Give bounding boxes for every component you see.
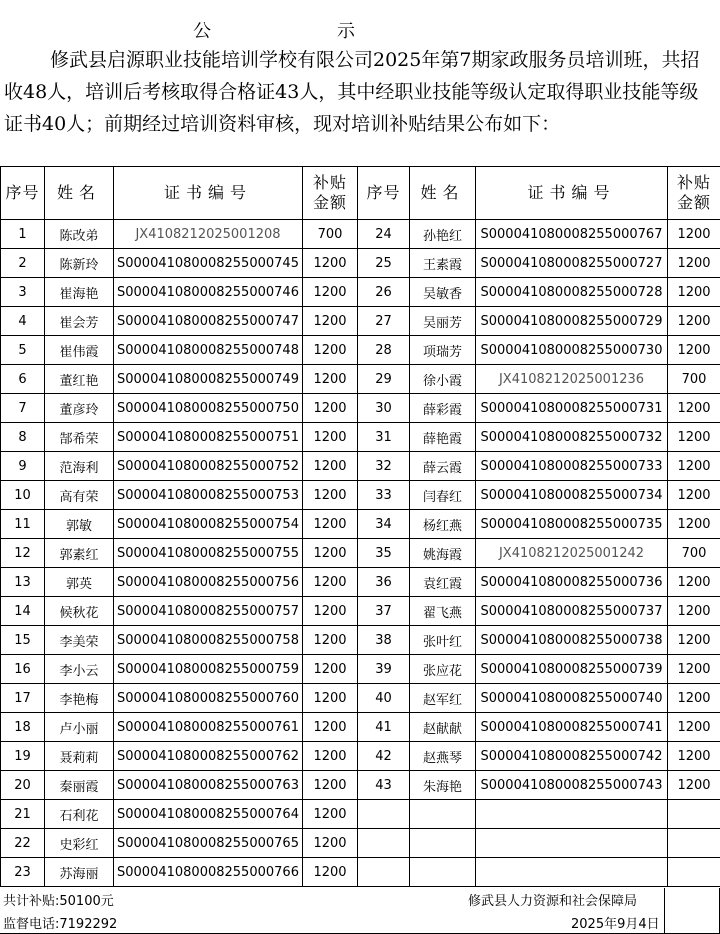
rows_left-amount-cell: 1200: [303, 365, 358, 394]
rows_left-name-cell: 陈改弟: [45, 220, 114, 249]
rows_right-name-cell: 薛云霞: [410, 452, 476, 481]
rows_right-name-cell: 袁红霞: [410, 568, 476, 597]
rows_right-seq-cell: 28: [358, 336, 410, 365]
rows_left-cert-cell: S000041080008255000756: [114, 568, 303, 597]
rows_right-amount-cell: 700: [668, 365, 720, 394]
rows_right-seq-cell: 29: [358, 365, 410, 394]
table-header-row: [1, 167, 720, 220]
rows_right-cert-cell: S000041080008255000728: [476, 278, 668, 307]
rows_left-cert-cell: S000041080008255000762: [114, 742, 303, 771]
rows_left-amount-cell: 1200: [303, 626, 358, 655]
table-row: [1, 568, 720, 597]
rows_right-name-cell: 杨红燕: [410, 510, 476, 539]
rows_left-cert-cell: S000041080008255000751: [114, 423, 303, 452]
rows_left-amount-cell: 1200: [303, 307, 358, 336]
rows_left-name-cell: 范海利: [45, 452, 114, 481]
rows_left-name-cell: 崔会芳: [45, 307, 114, 336]
rows_left-seq-cell: 5: [1, 336, 45, 365]
header-subsidy-right: 补贴金额: [668, 167, 720, 220]
rows_right-seq-cell: [358, 829, 410, 858]
rows_left-seq-cell: 17: [1, 684, 45, 713]
rows_left-amount-cell: 1200: [303, 249, 358, 278]
rows_left-amount-cell: 1200: [303, 829, 358, 858]
rows_right-seq-cell: 35: [358, 539, 410, 568]
rows_left-name-cell: 卢小丽: [45, 713, 114, 742]
rows_left-cert-cell: S000041080008255000760: [114, 684, 303, 713]
table-row: [1, 510, 720, 539]
table-row: [1, 713, 720, 742]
rows_left-seq-cell: 2: [1, 249, 45, 278]
rows_left-seq-cell: 6: [1, 365, 45, 394]
header-subsidy: 补贴金额: [303, 167, 358, 220]
rows_right-amount-cell: 1200: [668, 278, 720, 307]
rows_right-cert-cell: S000041080008255000737: [476, 597, 668, 626]
rows_left-seq-cell: 3: [1, 278, 45, 307]
rows_right-amount-cell: 1200: [668, 568, 720, 597]
rows_right-amount-cell: 1200: [668, 452, 720, 481]
rows_left-seq-cell: 16: [1, 655, 45, 684]
rows_right-seq-cell: 34: [358, 510, 410, 539]
total-subsidy: 共计补贴:50100元: [3, 890, 114, 909]
rows_left-cert-cell: S000041080008255000755: [114, 539, 303, 568]
notice-date: 2025年9月4日: [571, 913, 660, 932]
table-row: [1, 771, 720, 800]
rows_right-seq-cell: 37: [358, 597, 410, 626]
rows_right-amount-cell: [668, 800, 720, 829]
rows_left-amount-cell: 1200: [303, 655, 358, 684]
rows_left-seq-cell: 9: [1, 452, 45, 481]
rows_right-seq-cell: 33: [358, 481, 410, 510]
rows_right-cert-cell: S000041080008255000742: [476, 742, 668, 771]
supervision-phone: 监督电话:7192292: [3, 913, 117, 932]
header-seq-right: 序号: [358, 167, 410, 220]
rows_left-name-cell: 郜希荣: [45, 423, 114, 452]
rows_left-name-cell: 董彦玲: [45, 394, 114, 423]
rows_right-cert-cell: S000041080008255000731: [476, 394, 668, 423]
rows_right-name-cell: 王素霞: [410, 249, 476, 278]
rows_left-cert-cell: S000041080008255000745: [114, 249, 303, 278]
rows_right-amount-cell: 1200: [668, 307, 720, 336]
rows_left-cert-cell: S000041080008255000761: [114, 713, 303, 742]
rows_left-amount-cell: 1200: [303, 771, 358, 800]
rows_right-name-cell: 薛艳霞: [410, 423, 476, 452]
rows_left-seq-cell: 21: [1, 800, 45, 829]
rows_right-cert-cell: [476, 800, 668, 829]
rows_right-name-cell: 姚海霞: [410, 539, 476, 568]
rows_right-amount-cell: 1200: [668, 481, 720, 510]
subsidy-table: [0, 166, 720, 887]
rows_right-amount-cell: 1200: [668, 713, 720, 742]
rows_right-cert-cell: S000041080008255000730: [476, 336, 668, 365]
notice-paragraph: 修武县启源职业技能培训学校有限公司2025年第7期家政服务员培训班，共招收48人，培训后考核取得合格证43人，其中经职业技能等级认定取得职业技能等级证书40人；前期经过培训资料审核，现对培训补贴结果公布如下：: [4, 44, 716, 140]
rows_right-name-cell: 项瑞芳: [410, 336, 476, 365]
rows_right-cert-cell: S000041080008255000732: [476, 423, 668, 452]
rows_left-amount-cell: 1200: [303, 481, 358, 510]
rows_left-name-cell: 李美荣: [45, 626, 114, 655]
rows_left-amount-cell: 1200: [303, 539, 358, 568]
rows_right-cert-cell: JX4108212025001236: [476, 365, 668, 394]
header-cert: 证书编号: [114, 167, 303, 220]
rows_left-seq-cell: 11: [1, 510, 45, 539]
rows_right-name-cell: [410, 858, 476, 887]
rows_right-seq-cell: 27: [358, 307, 410, 336]
rows_right-amount-cell: 1200: [668, 510, 720, 539]
rows_right-name-cell: 翟飞燕: [410, 597, 476, 626]
rows_right-cert-cell: S000041080008255000741: [476, 713, 668, 742]
rows_left-seq-cell: 23: [1, 858, 45, 887]
rows_left-name-cell: 石利花: [45, 800, 114, 829]
rows_left-seq-cell: 20: [1, 771, 45, 800]
rows_left-cert-cell: S000041080008255000765: [114, 829, 303, 858]
rows_right-name-cell: [410, 829, 476, 858]
rows_right-amount-cell: 1200: [668, 249, 720, 278]
rows_left-amount-cell: 1200: [303, 684, 358, 713]
table-row: [1, 278, 720, 307]
rows_right-amount-cell: 1200: [668, 423, 720, 452]
table-row: [1, 394, 720, 423]
authority-name: 修武县人力资源和社会保障局: [468, 890, 637, 909]
rows_right-cert-cell: S000041080008255000727: [476, 249, 668, 278]
footer-row-1: [0, 888, 720, 910]
header-seq: 序号: [1, 167, 45, 220]
rows_right-seq-cell: 36: [358, 568, 410, 597]
rows_left-seq-cell: 8: [1, 423, 45, 452]
header-cert-right: 证书编号: [476, 167, 668, 220]
rows_right-amount-cell: 1200: [668, 626, 720, 655]
rows_right-amount-cell: [668, 858, 720, 887]
rows_left-seq-cell: 12: [1, 539, 45, 568]
table-row: [1, 626, 720, 655]
table-row: [1, 829, 720, 858]
rows_right-name-cell: 徐小霞: [410, 365, 476, 394]
table-row: [1, 858, 720, 887]
rows_right-seq-cell: 32: [358, 452, 410, 481]
table-row: [1, 220, 720, 249]
table-row: [1, 249, 720, 278]
rows_right-cert-cell: S000041080008255000734: [476, 481, 668, 510]
rows_left-cert-cell: S000041080008255000750: [114, 394, 303, 423]
rows_left-name-cell: 史彩红: [45, 829, 114, 858]
table-row: [1, 597, 720, 626]
rows_left-cert-cell: S000041080008255000748: [114, 336, 303, 365]
rows_right-name-cell: 吴敏香: [410, 278, 476, 307]
rows_left-seq-cell: 1: [1, 220, 45, 249]
table-row: [1, 307, 720, 336]
table-row: [1, 800, 720, 829]
rows_left-seq-cell: 19: [1, 742, 45, 771]
rows_right-name-cell: 朱海艳: [410, 771, 476, 800]
rows_right-name-cell: 吴丽芳: [410, 307, 476, 336]
rows_right-seq-cell: 41: [358, 713, 410, 742]
rows_left-name-cell: 李艳梅: [45, 684, 114, 713]
rows_left-cert-cell: S000041080008255000749: [114, 365, 303, 394]
rows_left-seq-cell: 4: [1, 307, 45, 336]
rows_left-amount-cell: 1200: [303, 713, 358, 742]
rows_right-name-cell: [410, 800, 476, 829]
rows_right-amount-cell: 1200: [668, 336, 720, 365]
rows_left-cert-cell: S000041080008255000763: [114, 771, 303, 800]
rows_right-name-cell: 孙艳红: [410, 220, 476, 249]
rows_left-cert-cell: S000041080008255000766: [114, 858, 303, 887]
rows_left-amount-cell: 1200: [303, 452, 358, 481]
rows_left-name-cell: 陈新玲: [45, 249, 114, 278]
rows_right-seq-cell: 40: [358, 684, 410, 713]
rows_right-cert-cell: S000041080008255000735: [476, 510, 668, 539]
table-row: [1, 684, 720, 713]
rows_right-amount-cell: 1200: [668, 742, 720, 771]
rows_left-amount-cell: 1200: [303, 800, 358, 829]
rows_left-name-cell: 聂莉莉: [45, 742, 114, 771]
rows_left-name-cell: 秦丽霞: [45, 771, 114, 800]
rows_right-amount-cell: 1200: [668, 655, 720, 684]
rows_left-name-cell: 候秋花: [45, 597, 114, 626]
rows_left-amount-cell: 1200: [303, 742, 358, 771]
rows_right-amount-cell: 1200: [668, 684, 720, 713]
rows_right-seq-cell: 42: [358, 742, 410, 771]
table-row: [1, 423, 720, 452]
rows_left-seq-cell: 14: [1, 597, 45, 626]
rows_right-amount-cell: 1200: [668, 220, 720, 249]
rows_left-cert-cell: S000041080008255000764: [114, 800, 303, 829]
rows_left-amount-cell: 1200: [303, 597, 358, 626]
rows_left-cert-cell: S000041080008255000758: [114, 626, 303, 655]
rows_left-seq-cell: 22: [1, 829, 45, 858]
rows_right-seq-cell: 43: [358, 771, 410, 800]
rows_right-cert-cell: [476, 858, 668, 887]
rows_left-name-cell: 郭敏: [45, 510, 114, 539]
rows_left-cert-cell: JX4108212025001208: [114, 220, 303, 249]
rows_right-seq-cell: 39: [358, 655, 410, 684]
rows_right-name-cell: 闫春红: [410, 481, 476, 510]
rows_right-seq-cell: 31: [358, 423, 410, 452]
rows_left-name-cell: 李小云: [45, 655, 114, 684]
rows_right-cert-cell: JX4108212025001242: [476, 539, 668, 568]
table-row: [1, 655, 720, 684]
rows_right-seq-cell: 30: [358, 394, 410, 423]
table-row: [1, 336, 720, 365]
rows_left-amount-cell: 1200: [303, 394, 358, 423]
rows_left-amount-cell: 1200: [303, 278, 358, 307]
rows_right-name-cell: 赵献献: [410, 713, 476, 742]
rows_right-name-cell: 张叶红: [410, 626, 476, 655]
rows_left-cert-cell: S000041080008255000753: [114, 481, 303, 510]
rows_right-seq-cell: 25: [358, 249, 410, 278]
rows_right-cert-cell: S000041080008255000739: [476, 655, 668, 684]
rows_right-amount-cell: 1200: [668, 597, 720, 626]
rows_right-cert-cell: S000041080008255000736: [476, 568, 668, 597]
rows_right-seq-cell: [358, 800, 410, 829]
rows_right-cert-cell: S000041080008255000733: [476, 452, 668, 481]
table-row: [1, 365, 720, 394]
rows_right-cert-cell: S000041080008255000767: [476, 220, 668, 249]
rows_left-cert-cell: S000041080008255000757: [114, 597, 303, 626]
rows_right-amount-cell: 700: [668, 539, 720, 568]
header-name: 姓名: [45, 167, 114, 220]
rows_left-cert-cell: S000041080008255000752: [114, 452, 303, 481]
rows_right-cert-cell: [476, 829, 668, 858]
table-row: [1, 742, 720, 771]
rows_left-seq-cell: 15: [1, 626, 45, 655]
rows_right-seq-cell: 26: [358, 278, 410, 307]
rows_left-amount-cell: 700: [303, 220, 358, 249]
rows_right-name-cell: 赵军红: [410, 684, 476, 713]
rows_left-amount-cell: 1200: [303, 423, 358, 452]
rows_right-amount-cell: 1200: [668, 394, 720, 423]
page-title: [0, 20, 720, 44]
rows_left-name-cell: 郭素红: [45, 539, 114, 568]
rows_right-cert-cell: S000041080008255000743: [476, 771, 668, 800]
title-char-2: 示: [337, 20, 355, 44]
table-row: [1, 539, 720, 568]
rows_right-seq-cell: 38: [358, 626, 410, 655]
table-row: [1, 481, 720, 510]
rows_left-name-cell: 崔伟霞: [45, 336, 114, 365]
rows_right-amount-cell: 1200: [668, 771, 720, 800]
rows_right-seq-cell: [358, 858, 410, 887]
rows_left-cert-cell: S000041080008255000747: [114, 307, 303, 336]
rows_left-cert-cell: S000041080008255000759: [114, 655, 303, 684]
rows_left-amount-cell: 1200: [303, 336, 358, 365]
title-char-1: 公: [193, 20, 211, 44]
rows_right-name-cell: 薛彩霞: [410, 394, 476, 423]
rows_left-amount-cell: 1200: [303, 568, 358, 597]
footer-row-2: [0, 911, 720, 934]
rows_left-seq-cell: 7: [1, 394, 45, 423]
rows_left-name-cell: 郭英: [45, 568, 114, 597]
header-name-right: 姓名: [410, 167, 476, 220]
rows_left-seq-cell: 10: [1, 481, 45, 510]
rows_right-name-cell: 赵燕琴: [410, 742, 476, 771]
rows_right-amount-cell: [668, 829, 720, 858]
table-row: [1, 452, 720, 481]
rows_right-cert-cell: S000041080008255000740: [476, 684, 668, 713]
rows_left-name-cell: 高有荣: [45, 481, 114, 510]
rows_left-cert-cell: S000041080008255000746: [114, 278, 303, 307]
rows_left-cert-cell: S000041080008255000754: [114, 510, 303, 539]
rows_left-name-cell: 董红艳: [45, 365, 114, 394]
rows_right-seq-cell: 24: [358, 220, 410, 249]
rows_right-cert-cell: S000041080008255000729: [476, 307, 668, 336]
rows_left-seq-cell: 13: [1, 568, 45, 597]
rows_left-seq-cell: 18: [1, 713, 45, 742]
rows_left-name-cell: 苏海丽: [45, 858, 114, 887]
rows_left-name-cell: 崔海艳: [45, 278, 114, 307]
footer-divider: [664, 888, 665, 933]
rows_left-amount-cell: 1200: [303, 858, 358, 887]
rows_right-name-cell: 张应花: [410, 655, 476, 684]
rows_left-amount-cell: 1200: [303, 510, 358, 539]
rows_right-cert-cell: S000041080008255000738: [476, 626, 668, 655]
